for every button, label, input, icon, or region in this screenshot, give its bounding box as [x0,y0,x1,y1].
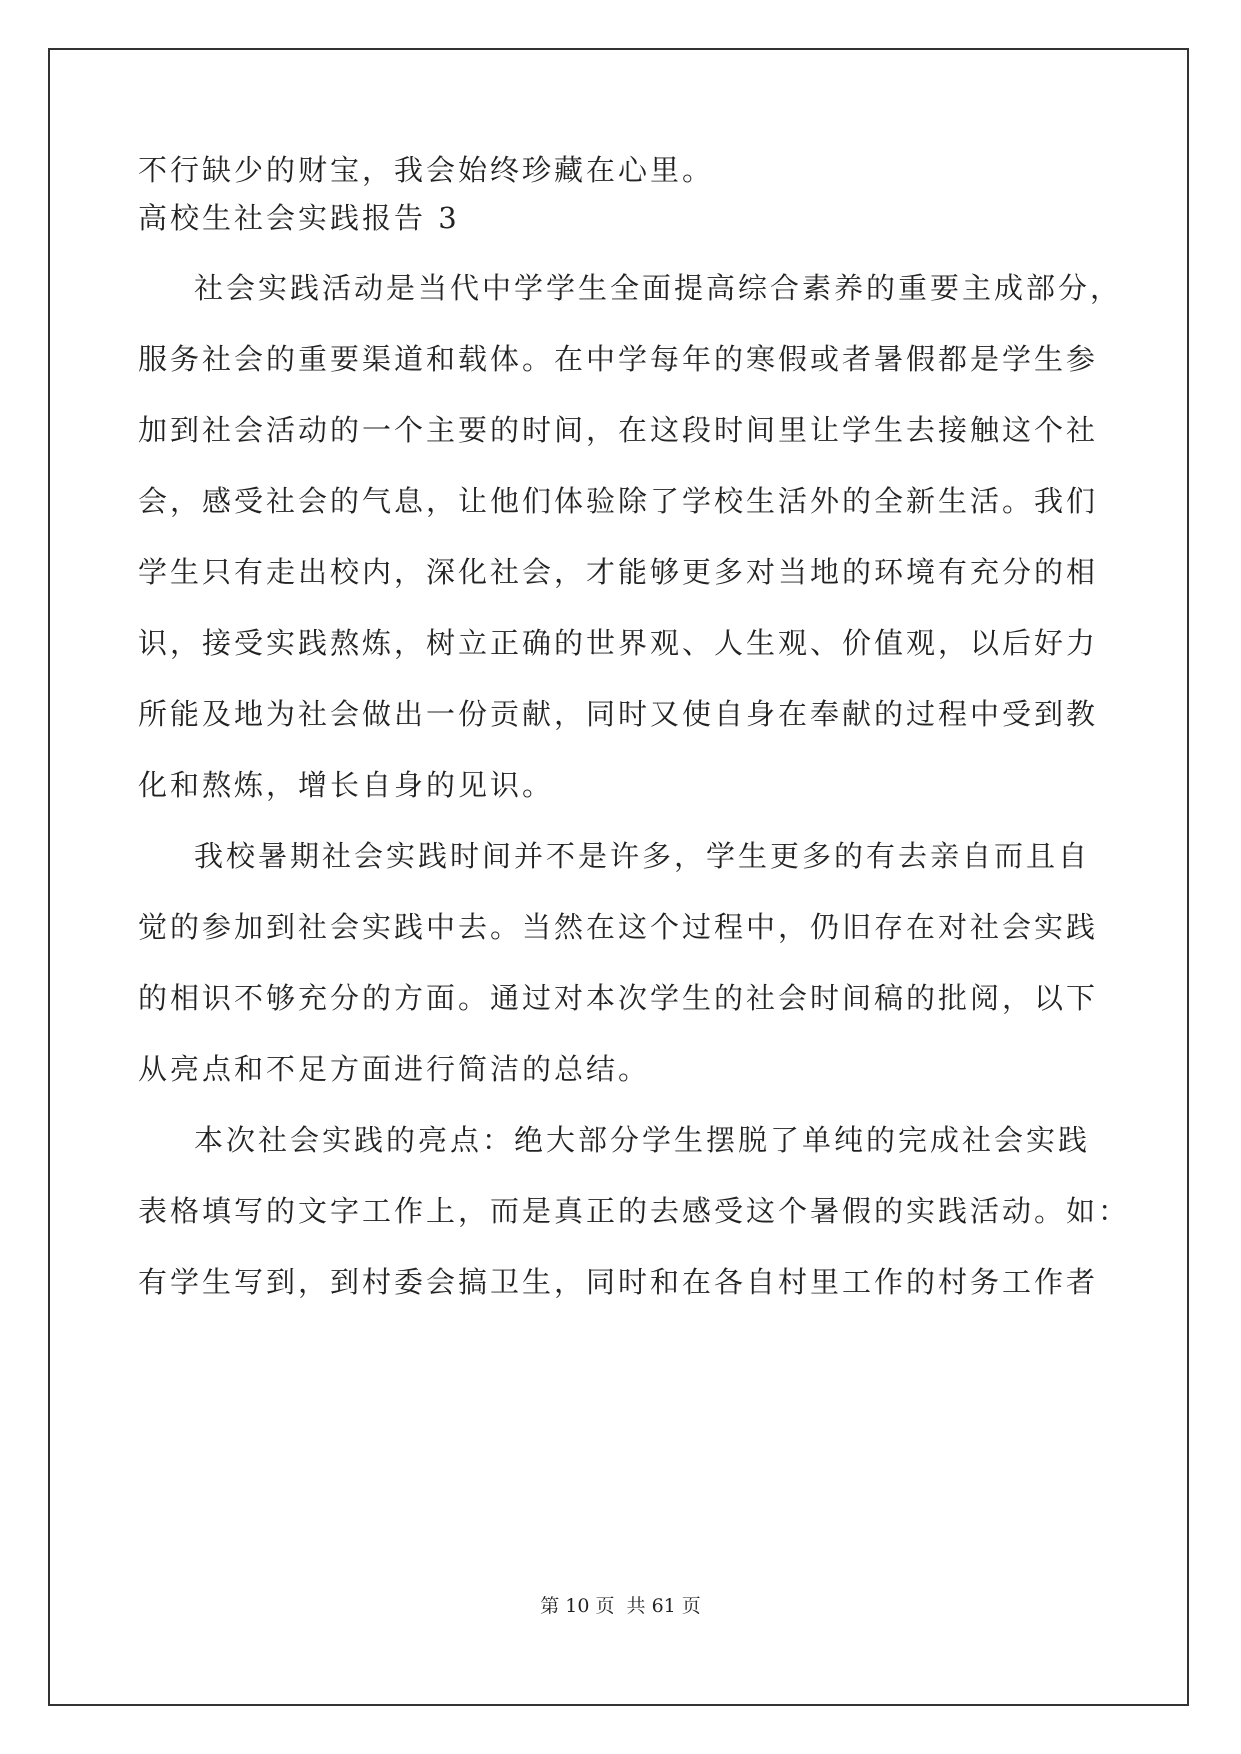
paragraph-2-line-1: 我校暑期社会实践时间并不是许多，学生更多的有去亲自而且自 [194,839,1091,873]
paragraph-1-line-2: 服务社会的重要渠道和载体。在中学每年的寒假或者暑假都是学生参 [138,342,1099,376]
paragraph-3-line-2: 表格填写的文字工作上，而是真正的去感受这个暑假的实践活动。如： [138,1194,1131,1228]
paragraph-1-line-4: 会，感受社会的气息，让他们体验除了学校生活外的全新生活。我们 [138,484,1099,518]
paragraph-1-line-3: 加到社会活动的一个主要的时间，在这段时间里让学生去接触这个社 [138,413,1099,447]
paragraph-1-line-6: 识，接受实践熬炼，树立正确的世界观、人生观、价值观，以后好力 [138,626,1099,660]
paragraph-1-line-5: 学生只有走出校内，深化社会，才能够更多对当地的环境有充分的相 [138,555,1099,589]
lead-line: 不行缺少的财宝，我会始终珍藏在心里。 [138,153,715,187]
paragraph-2-line-3: 的相识不够充分的方面。通过对本次学生的社会时间稿的批阅，以下 [138,981,1099,1015]
page-number-footer: 第 10 页 共 61 页 [540,1595,701,1617]
paragraph-2-line-4: 从亮点和不足方面进行简洁的总结。 [138,1052,651,1086]
paragraph-1-line-1: 社会实践活动是当代中学学生全面提高综合素养的重要主成部分， [194,271,1123,305]
paragraph-2-line-2: 觉的参加到社会实践中去。当然在这个过程中，仍旧存在对社会实践 [138,910,1099,944]
section-heading: 高校生社会实践报告 3 [138,201,460,235]
paragraph-3-line-1: 本次社会实践的亮点：绝大部分学生摆脱了单纯的完成社会实践 [194,1123,1091,1157]
paragraph-3-line-3: 有学生写到，到村委会搞卫生，同时和在各自村里工作的村务工作者 [138,1265,1099,1299]
paragraph-1-line-8: 化和熬炼，增长自身的见识。 [138,768,555,802]
paragraph-1-line-7: 所能及地为社会做出一份贡献，同时又使自身在奉献的过程中受到教 [138,697,1099,731]
